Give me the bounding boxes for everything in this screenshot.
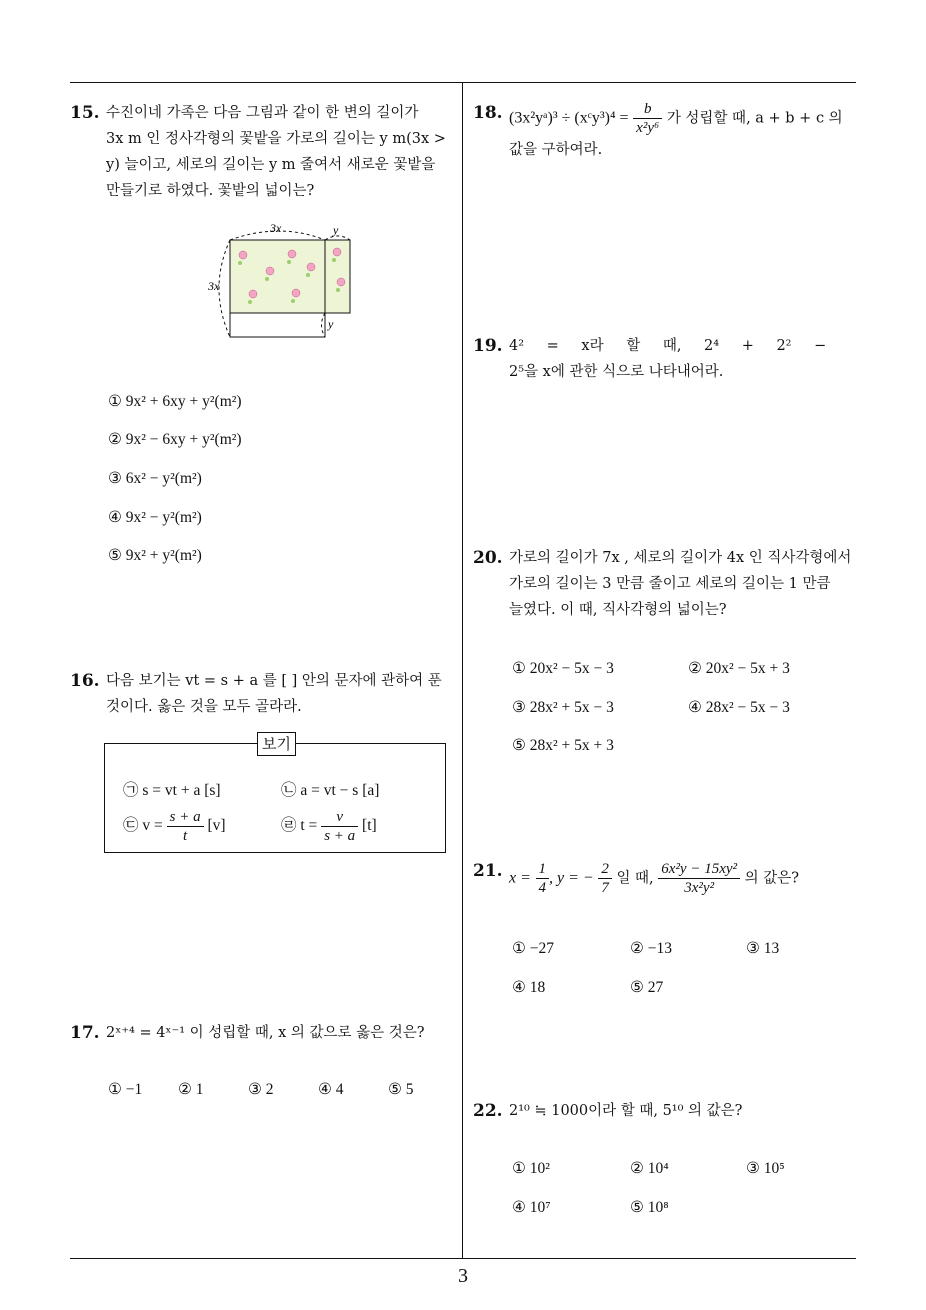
question-21 (473, 858, 857, 897)
box-item-3 (123, 808, 226, 845)
question-number: 17. (70, 1023, 100, 1043)
question-number: 16. (70, 671, 100, 691)
q21-option-3[interactable]: ③ 13 (746, 940, 780, 957)
text-after: 가 성립할 때, a + b + c 의 (666, 110, 843, 127)
fig-label-left: 3x (208, 279, 220, 293)
q17-option-1[interactable]: ① −1 (108, 1081, 143, 1098)
question-text (106, 668, 456, 720)
q21-option-5[interactable]: ⑤ 27 (630, 979, 664, 996)
question-22 (473, 1098, 857, 1124)
question-number: 15. (70, 103, 100, 123)
text-line: 가로의 길이가 7x , 세로의 길이가 4x 인 직사각형에서 (509, 550, 852, 566)
numerator: 1 (536, 860, 550, 879)
question-15 (70, 100, 456, 204)
text-line: y) 늘이고, 세로의 길이는 y m 줄여서 새로운 꽃밭을 (106, 157, 436, 173)
item-suffix: [t] (362, 817, 377, 835)
example-box (104, 735, 446, 853)
text-line: 2⁵을 x에 관한 식으로 나타내어라. (509, 364, 724, 380)
fraction (167, 808, 204, 845)
expression-fraction (658, 860, 740, 897)
text-line: 늘였다. 이 때, 직사각형의 넓이는? (509, 602, 727, 618)
q20-option-4[interactable]: ④ 28x² − 5x − 3 (688, 699, 790, 716)
question-text (509, 858, 857, 897)
question-20 (473, 545, 857, 623)
q21-option-2[interactable]: ② −13 (630, 940, 673, 957)
denominator: 7 (601, 880, 609, 896)
q22-option-1[interactable]: ① 10² (512, 1160, 550, 1177)
question-text (509, 545, 857, 623)
denominator: t (183, 828, 188, 844)
q17-option-5[interactable]: ⑤ 5 (388, 1081, 414, 1098)
fraction (321, 808, 358, 845)
q21-option-4[interactable]: ④ 18 (512, 979, 546, 996)
q17-option-3[interactable]: ③ 2 (248, 1081, 274, 1098)
text-line: 다음 보기는 vt = s + a 를 [ ] 안의 문자에 관하여 푼 (106, 673, 442, 689)
q20-option-5[interactable]: ⑤ 28x² + 5x + 3 (512, 737, 614, 754)
question-text: 2¹⁰ ≒ 1000이라 할 때, 5¹⁰ 의 값은? (509, 1103, 743, 1119)
y-fraction (598, 860, 612, 897)
question-text (106, 100, 456, 204)
box-title: 보기 (257, 732, 296, 756)
q15-option-4[interactable]: ④ 9x² − y²(m²) (108, 509, 202, 526)
y-prefix: , y = − (549, 869, 594, 887)
x-prefix: x = (509, 869, 531, 887)
q15-option-1[interactable]: ① 9x² + 6xy + y²(m²) (108, 393, 242, 410)
text-line (509, 100, 857, 137)
fig-label-y-top: y (333, 223, 339, 237)
question-number: 20. (473, 548, 503, 568)
question-19 (473, 333, 857, 385)
denominator: 3x²y² (684, 880, 715, 896)
numerator: 2 (598, 860, 612, 879)
box-item-4 (281, 808, 377, 845)
numerator: v (321, 808, 358, 827)
question-number: 18. (473, 103, 503, 123)
q17-option-4[interactable]: ④ 4 (318, 1081, 344, 1098)
x-fraction (536, 860, 550, 897)
question-number: 21. (473, 861, 503, 881)
denominator: 4 (538, 880, 547, 896)
q22-option-2[interactable]: ② 10⁴ (630, 1160, 669, 1177)
question-number: 22. (473, 1101, 503, 1121)
question-16 (70, 668, 456, 720)
question-text (509, 100, 857, 163)
fraction (633, 100, 662, 137)
flowerbed-figure (200, 218, 360, 346)
box-item-1: ㉠ s = vt + a [s] (123, 782, 221, 799)
q22-option-4[interactable]: ④ 10⁷ (512, 1199, 551, 1216)
q22-option-5[interactable]: ⑤ 10⁸ (630, 1199, 669, 1216)
item-prefix: ㉣ t = (281, 817, 318, 835)
text-line: 3x m 인 정사각형의 꽃밭을 가로의 길이는 y m(3x > (106, 131, 446, 147)
question-text: 2ˣ⁺⁴ = 4ˣ⁻¹ 이 성립할 때, x 의 값으로 옳은 것은? (106, 1025, 425, 1041)
text-line: 수진이네 가족은 다음 그림과 같이 한 변의 길이가 (106, 105, 419, 121)
top-rule (70, 82, 856, 83)
q22-option-3[interactable]: ③ 10⁵ (746, 1160, 785, 1177)
question-18 (473, 100, 857, 163)
q20-option-3[interactable]: ③ 28x² + 5x − 3 (512, 699, 614, 716)
text-line: 4² = x라 할 때, 2⁴ + 2² − (509, 338, 827, 354)
numerator: 6x²y − 15xy² (658, 860, 740, 879)
box-item-2: ㉡ a = vt − s [a] (281, 782, 380, 799)
fig-label-top: 3x (270, 221, 282, 235)
q15-option-5[interactable]: ⑤ 9x² + y²(m²) (108, 547, 202, 564)
bottom-rule (70, 1258, 856, 1259)
fig-label-y-bottom: y (328, 317, 334, 331)
q17-option-2[interactable]: ② 1 (178, 1081, 204, 1098)
text-line: 값을 구하여라. (509, 142, 603, 158)
q20-option-2[interactable]: ② 20x² − 5x + 3 (688, 660, 790, 677)
expression: (3x²yᵃ)³ ÷ (xᶜy³)⁴ = (509, 109, 629, 127)
middle-text: 일 때, (616, 870, 654, 887)
question-17 (70, 1020, 456, 1046)
q20-option-1[interactable]: ① 20x² − 5x − 3 (512, 660, 614, 677)
numerator: s + a (167, 808, 204, 827)
text-line: 것이다. 옳은 것을 모두 골라라. (106, 699, 302, 715)
text-line: 가로의 길이는 3 만큼 줄이고 세로의 길이는 1 만큼 (509, 576, 831, 592)
question-number: 19. (473, 336, 503, 356)
q21-option-1[interactable]: ① −27 (512, 940, 555, 957)
column-divider (462, 83, 463, 1259)
numerator: b (633, 100, 662, 119)
item-suffix: [v] (207, 817, 226, 835)
question-text (509, 333, 857, 385)
page-number: 3 (458, 1265, 468, 1287)
text-line: 만들기로 하였다. 꽃밭의 넓이는? (106, 183, 315, 199)
denominator: s + a (324, 828, 356, 844)
q15-option-2[interactable]: ② 9x² − 6xy + y²(m²) (108, 431, 242, 448)
suffix-text: 의 값은? (744, 870, 800, 887)
denominator: x²y⁶ (636, 120, 660, 136)
q15-option-3[interactable]: ③ 6x² − y²(m²) (108, 470, 202, 487)
item-prefix: ㉢ v = (123, 817, 163, 835)
